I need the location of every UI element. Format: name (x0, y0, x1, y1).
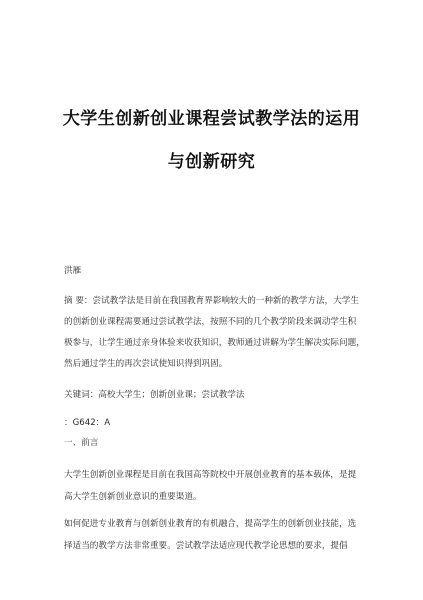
classification-code: ：G642：A (64, 418, 111, 428)
abstract-line-1: 摘 要：尝试教学法是目前在我国教育界影响较大的一种新的教学方法，大学生 (64, 296, 359, 306)
title-line-1: 大学生创新创业课程尝试教学法的运用 (62, 109, 361, 129)
abstract-line-4: 然后通过学生的再次尝试使知识得到巩固。 (64, 359, 228, 369)
paragraph-1-line-2: 高大学生创新创业意识的重要渠道。 (64, 492, 202, 502)
paragraph-2-line-1: 如何促进专业教育与创新创业教育的有机融合，提高学生的创新创业技能，选 (64, 519, 357, 529)
section-heading-introduction: 一、前言 (64, 438, 99, 448)
author-name: 洪雁 (64, 266, 82, 276)
paragraph-2-line-2: 择适当的教学方法非常重要。尝试教学法适应现代教学论思想的要求，提倡 (64, 541, 348, 551)
keywords: 关键词：高校大学生；创新创业课；尝试教学法 (64, 390, 245, 400)
title-line-2: 与创新研究 (167, 152, 256, 172)
paragraph-1-line-1: 大学生创新创业课程是目前在我国高等院校中开展创业教育的基本载体，是提 (64, 470, 357, 480)
abstract-line-2: 的创新创业课程需要通过尝试教学法，按照不同的几个教学阶段来调动学生积 (64, 317, 357, 327)
abstract-line-3: 极参与，让学生通过亲身体验来收获知识，教师通过讲解为学生解决实际问题， (64, 338, 365, 348)
